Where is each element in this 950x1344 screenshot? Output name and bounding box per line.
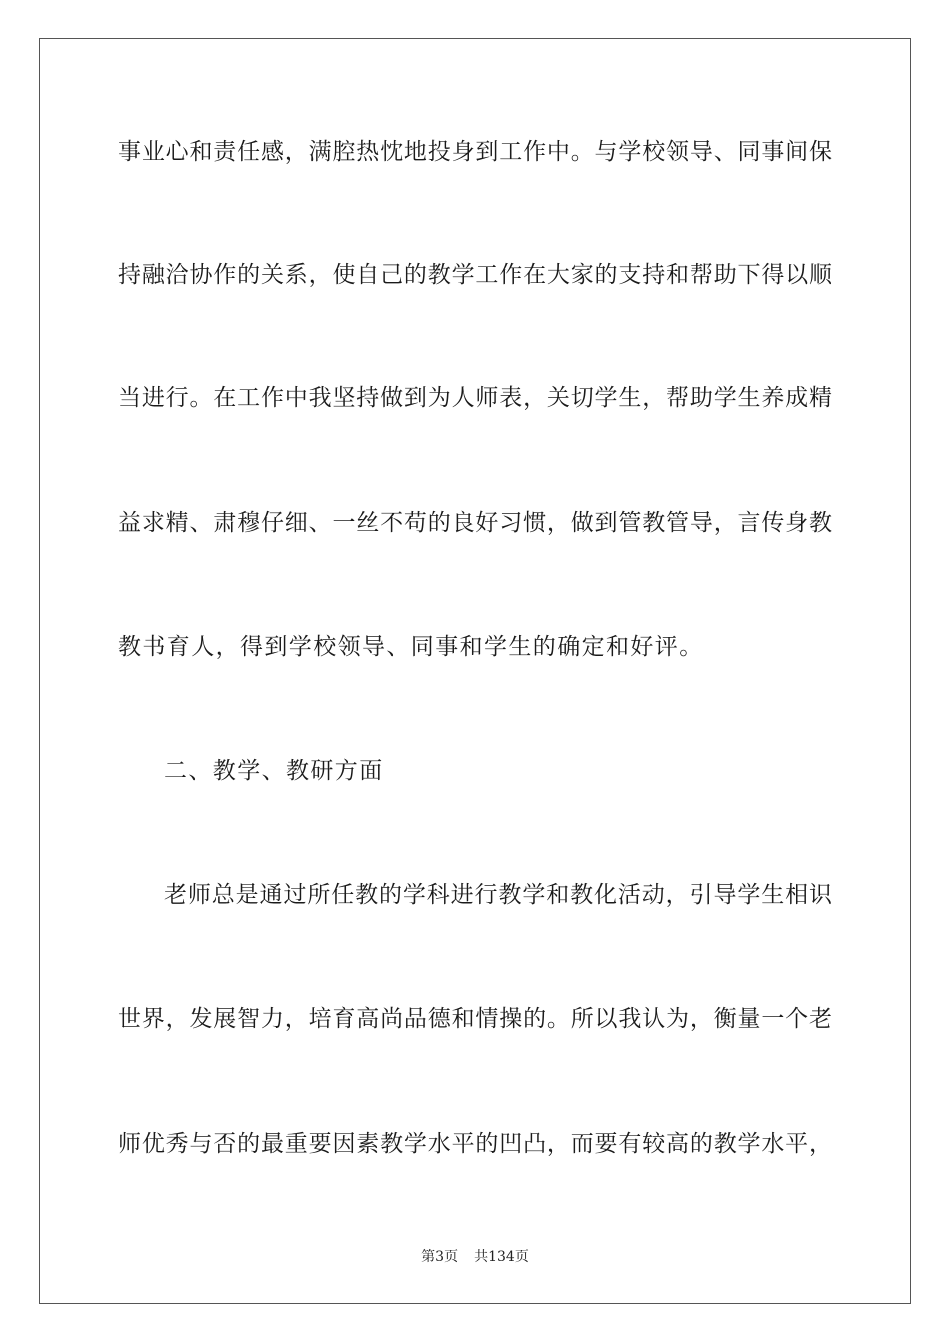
body-text-line-5: 教书育人，得到学校领导、同事和学生的确定和好评。	[118, 634, 704, 660]
page-border	[39, 38, 911, 1304]
paragraph-2-line-1: 老师总是通过所任教的学科进行教学和教化活动，引导学生相识	[164, 882, 832, 908]
body-text-line-4: 益求精、肃穆仔细、一丝不苟的良好习惯，做到管教管导，言传身教	[118, 510, 832, 536]
paragraph-2-line-3: 师优秀与否的最重要因素教学水平的凹凸，而要有较高的教学水平，	[118, 1131, 832, 1157]
body-text-line-2: 持融洽协作的关系，使自己的教学工作在大家的支持和帮助下得以顺	[118, 262, 832, 288]
page-total: 共134页	[474, 1249, 529, 1265]
section-heading: 二、教学、教研方面	[164, 758, 384, 784]
page-number: 第3页	[421, 1249, 459, 1265]
body-text-line-3: 当进行。在工作中我坚持做到为人师表，关切学生，帮助学生养成精	[118, 385, 832, 411]
paragraph-2-line-2: 世界，发展智力，培育高尚品德和情操的。所以我认为，衡量一个老	[118, 1006, 832, 1032]
page-footer	[0, 1248, 950, 1266]
body-text-line-1: 事业心和责任感，满腔热忱地投身到工作中。与学校领导、同事间保	[118, 139, 832, 165]
